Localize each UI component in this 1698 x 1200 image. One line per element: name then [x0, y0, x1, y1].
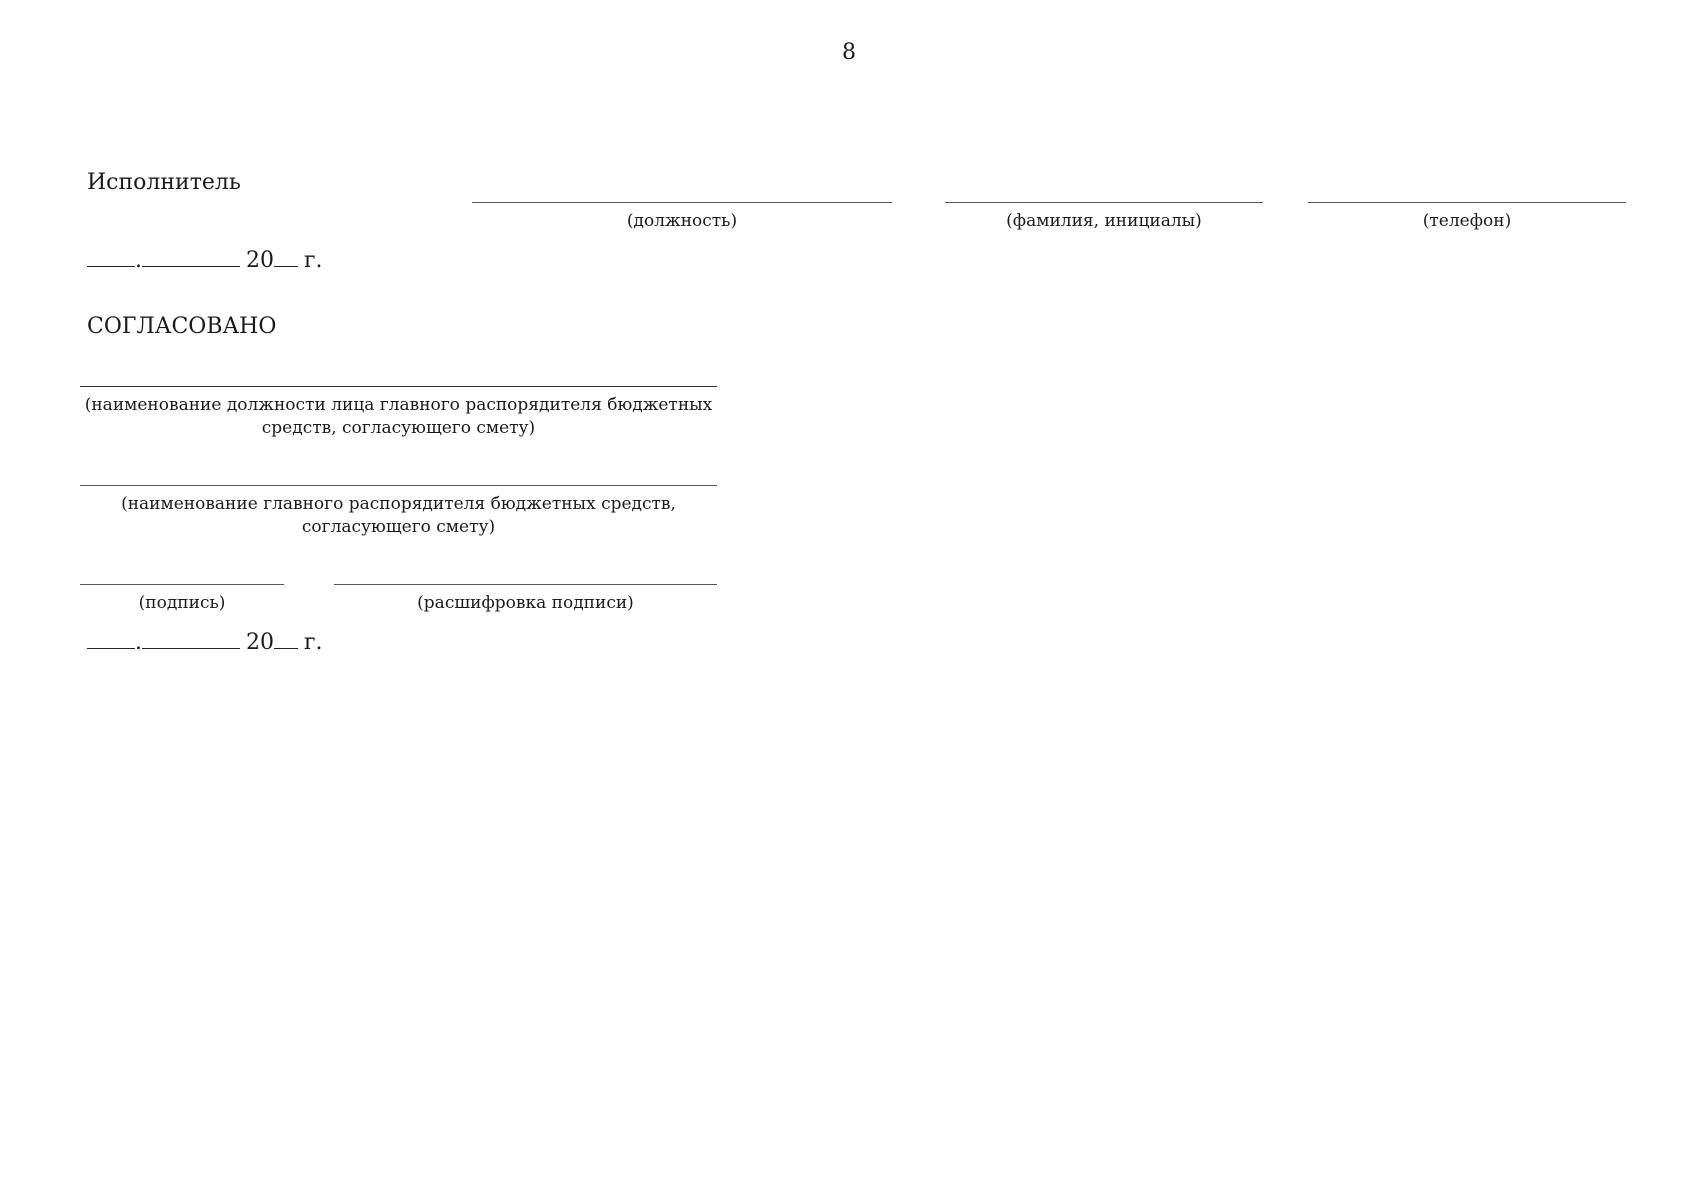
approval-date-day-field[interactable]	[87, 626, 135, 649]
approval-position-line[interactable]	[80, 386, 717, 387]
approval-position-caption-line1: (наименование должности лица главного распорядителя бюджетных	[84, 395, 713, 415]
approval-org-caption-line1: (наименование главного распорядителя бюджетных средств,	[121, 494, 676, 514]
approval-signature-line[interactable]	[80, 584, 284, 585]
approval-date-year-suffix: г.	[304, 630, 323, 655]
executor-date-month-field[interactable]	[142, 244, 240, 267]
approval-date-year-field[interactable]	[274, 626, 298, 649]
executor-date-year-field[interactable]	[274, 244, 298, 267]
executor-name-line[interactable]	[945, 202, 1263, 203]
approval-signature-caption: (подпись)	[138, 593, 226, 613]
approval-title: СОГЛАСОВАНО	[87, 314, 277, 339]
executor-position-line[interactable]	[472, 202, 892, 203]
approval-date-dot: .	[135, 630, 142, 655]
executor-phone-caption: (телефон)	[1422, 211, 1512, 231]
approval-date	[87, 626, 323, 655]
approval-org-caption	[80, 493, 717, 539]
executor-date-year-prefix: 20	[246, 248, 274, 273]
approval-org-line[interactable]	[80, 485, 717, 486]
approval-signature-decode-line[interactable]	[334, 584, 717, 585]
executor-date-year-suffix: г.	[304, 248, 323, 273]
approval-date-year-prefix: 20	[246, 630, 274, 655]
approval-date-month-field[interactable]	[142, 626, 240, 649]
executor-label: Исполнитель	[87, 170, 241, 195]
executor-date-day-field[interactable]	[87, 244, 135, 267]
executor-name-caption: (фамилия, инициалы)	[1006, 211, 1202, 231]
approval-signature-decode-caption: (расшифровка подписи)	[417, 593, 634, 613]
executor-phone-line[interactable]	[1308, 202, 1626, 203]
executor-position-caption: (должность)	[626, 211, 738, 231]
page-number: 8	[842, 40, 856, 65]
approval-position-caption-line2: средств, согласующего смету)	[261, 418, 536, 438]
approval-position-caption	[80, 394, 717, 440]
approval-org-caption-line2: согласующего смету)	[301, 517, 496, 537]
executor-date	[87, 244, 323, 273]
executor-date-dot: .	[135, 248, 142, 273]
